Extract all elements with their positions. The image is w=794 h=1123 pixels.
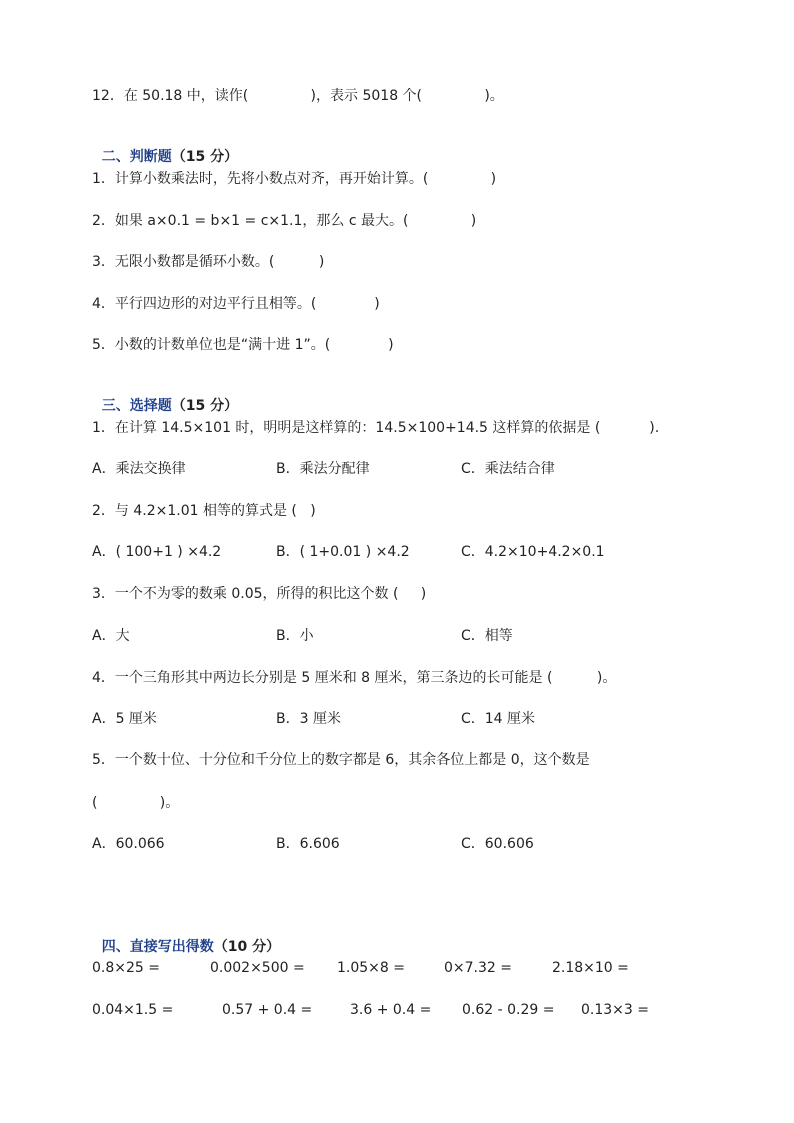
choice-question-stem: 1．在计算 14.5×101 时，明明是这样算的：14.5×100+14.5 这样算的依据是 ( ). [92, 420, 660, 436]
choice-question-stem-continued: ( )。 [92, 795, 180, 811]
section-title: 二、判断题 [101, 149, 172, 165]
choice-option: C．乘法结合律 [461, 461, 555, 477]
judgement-item: 4．平行四边形的对边平行且相等。( ) [92, 296, 380, 312]
section-heading-calculation [92, 917, 280, 957]
choice-question-stem: 4．一个三角形其中两边长分别是 5 厘米和 8 厘米，第三条边的长可能是 ( )。 [92, 670, 617, 686]
section-heading-choice [92, 376, 238, 416]
section-score: （10 分） [213, 939, 281, 955]
choice-option: A．5 厘米 [92, 711, 157, 727]
calc-item: 0.8×25 = [92, 960, 160, 976]
judgement-item: 3．无限小数都是循环小数。( ) [92, 254, 325, 270]
calc-item: 0×7.32 = [444, 960, 512, 976]
choice-option: B．乘法分配律 [276, 461, 370, 477]
choice-option: A．60.066 [92, 836, 165, 852]
choice-question-stem: 3．一个不为零的数乘 0.05，所得的积比这个数 ( ) [92, 586, 427, 602]
calc-item: 0.04×1.5 = [92, 1002, 174, 1018]
choice-option: A．大 [92, 628, 130, 644]
section-title: 四、直接写出得数 [101, 939, 214, 955]
choice-option: C．60.606 [461, 836, 534, 852]
calc-item: 3.6 + 0.4 = [350, 1002, 432, 1018]
choice-option: A．乘法交换律 [92, 461, 186, 477]
judgement-item: 2．如果 a×0.1 = b×1 = c×1.1，那么 c 最大。( ) [92, 213, 477, 229]
question-12: 12．在 50.18 中，读作( )，表示 5018 个( )。 [92, 88, 504, 104]
calc-item: 0.13×3 = [581, 1002, 649, 1018]
calc-item: 0.57 + 0.4 = [222, 1002, 313, 1018]
calc-item: 1.05×8 = [337, 960, 405, 976]
choice-option: B．小 [276, 628, 314, 644]
section-title: 三、选择题 [101, 398, 172, 414]
choice-option: B．( 1+0.01 ) ×4.2 [276, 544, 410, 560]
choice-option: B．6.606 [276, 836, 340, 852]
choice-option: C．4.2×10+4.2×0.1 [461, 544, 605, 560]
choice-option: B．3 厘米 [276, 711, 341, 727]
section-score: （15 分） [171, 149, 239, 165]
judgement-item: 5．小数的计数单位也是“满十进 1”。( ) [92, 337, 394, 353]
choice-option: C．14 厘米 [461, 711, 536, 727]
calc-item: 0.002×500 = [210, 960, 305, 976]
choice-question-stem: 2．与 4.2×1.01 相等的算式是 ( ) [92, 503, 316, 519]
section-heading-judgement [92, 127, 238, 167]
calc-item: 2.18×10 = [552, 960, 629, 976]
judgement-item: 1．计算小数乘法时，先将小数点对齐，再开始计算。( ) [92, 171, 497, 187]
calc-item: 0.62 - 0.29 = [462, 1002, 555, 1018]
choice-option: C．相等 [461, 628, 513, 644]
choice-question-stem: 5．一个数十位、十分位和千分位上的数字都是 6，其余各位上都是 0，这个数是 [92, 752, 590, 768]
section-score: （15 分） [171, 398, 239, 414]
choice-option: A．( 100+1 ) ×4.2 [92, 544, 222, 560]
